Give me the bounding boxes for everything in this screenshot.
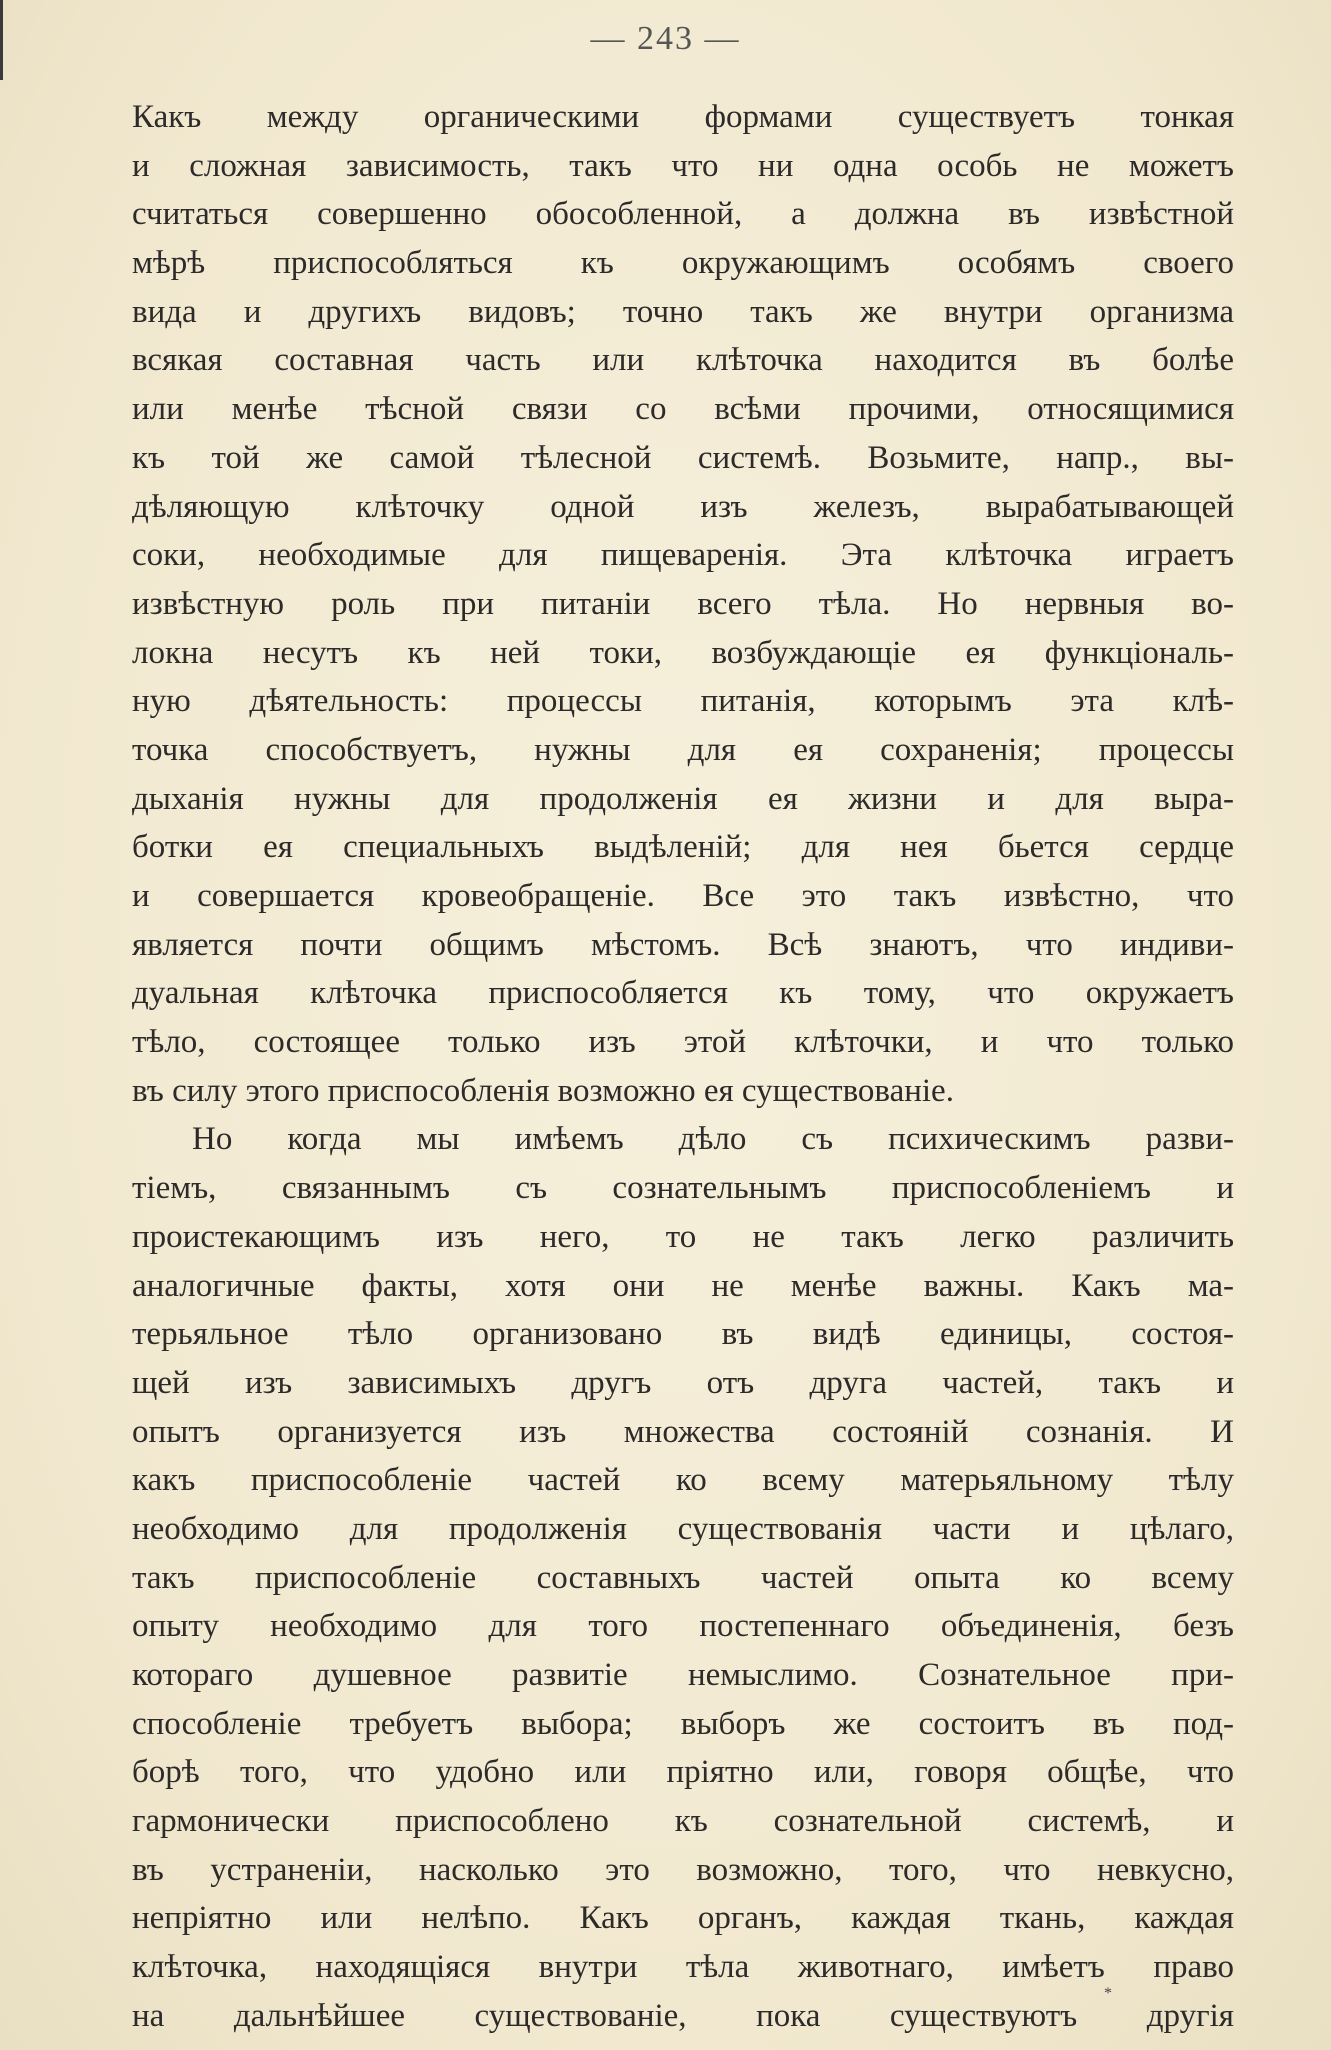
text-line: точка способствуетъ, нужны для ея сохраненія; процессы <box>132 731 1234 768</box>
text-line: всякая составная часть или клѣточка находится въ болѣе <box>132 342 1234 379</box>
text-line: непріятно или нелѣпо. Какъ органъ, каждая ткань, каждая <box>132 1900 1234 1937</box>
text-line: вида и другихъ видовъ; точно такъ же внутри организма <box>132 293 1234 330</box>
text-line: или менѣе тѣсной связи со всѣми прочими, относящимися <box>132 391 1234 428</box>
text-line: щей изъ зависимыхъ другъ отъ друга частей, такъ и <box>132 1364 1234 1401</box>
text-line: такъ приспособленіе составныхъ частей опыта ко всему <box>132 1559 1234 1596</box>
text-line: необходимо для продолженія существованія части и цѣлаго, <box>132 1510 1234 1547</box>
text-line: ботки ея специальныхъ выдѣленій; для нея бьется сердце <box>132 829 1234 866</box>
text-line: тѣло, состоящее только изъ этой клѣточки, и что только <box>132 1024 1234 1061</box>
text-line: какъ приспособленіе частей ко всему матерьяльному тѣлу <box>132 1462 1234 1499</box>
text-line: опытъ организуется изъ множества состояній сознанія. И <box>132 1413 1234 1450</box>
text-line: въ устраненіи, насколько это возможно, того, что невкусно, <box>132 1851 1234 1888</box>
text-line: опыту необходимо для того постепеннаго объединенія, безъ <box>132 1608 1234 1645</box>
page-number: — 243 — <box>590 20 741 57</box>
text-line: дуальная клѣточка приспособляется къ тому, что окружаетъ <box>132 975 1234 1012</box>
text-line: Какъ между органическими формами существуетъ тонкая <box>132 99 1234 135</box>
text-line: терьяльное тѣло организовано въ видѣ единицы, состоя- <box>132 1316 1234 1353</box>
text-line: извѣстную роль при питаніи всего тѣла. Но нервныя во- <box>132 585 1234 622</box>
text-line: въ силу этого приспособленія возможно ея существованіе. <box>132 1072 954 1109</box>
text-line: проистекающимъ изъ него, то не такъ легко различить <box>132 1218 1234 1255</box>
text-line: борѣ того, что удобно или пріятно или, говоря общѣе, что <box>132 1754 1234 1791</box>
text-line: котораго душевное развитіе немыслимо. Сознательное при- <box>132 1657 1234 1693</box>
text-line: и сложная зависимость, такъ что ни одна особь не можетъ <box>132 147 1234 184</box>
text-line: ную дѣятельность: процессы питанія, которымъ эта клѣ- <box>132 683 1234 720</box>
text-line: локна несутъ къ ней токи, возбуждающіе ея функціональ- <box>132 634 1234 671</box>
text-line: тіемъ, связаннымъ съ сознательнымъ приспособленіемъ и <box>132 1170 1234 1207</box>
text-line: и совершается кровеобращеніе. Все это такъ извѣстно, что <box>132 878 1234 914</box>
text-line: аналогичные факты, хотя они не менѣе важны. Какъ ма- <box>132 1267 1234 1304</box>
text-line: способленіе требуетъ выбора; выборъ же состоитъ въ под- <box>132 1705 1234 1742</box>
text-line: на дальнѣйшее существованіе, пока существуютъ другія <box>132 1997 1234 2034</box>
text-line: дѣляющую клѣточку одной изъ железъ, вырабатывающей <box>132 488 1234 525</box>
text-line: къ той же самой тѣлесной системѣ. Возьмите, напр., вы- <box>132 439 1234 476</box>
text-line: соки, необходимые для пищеваренія. Эта клѣточка играетъ <box>132 537 1234 574</box>
text-line: мѣрѣ приспособляться къ окружающимъ особямъ своего <box>132 245 1234 282</box>
footer-mark: * <box>1104 1985 1112 2002</box>
text-line: клѣточка, находящіяся внутри тѣла животнаго, имѣетъ право <box>132 1949 1234 1986</box>
text-line: считаться совершенно обособленной, а должна въ извѣстной <box>132 196 1234 233</box>
text-line: гармонически приспособлено къ сознательной системѣ, и <box>132 1803 1234 1840</box>
text-line: дыханія нужны для продолженія ея жизни и для выра- <box>132 780 1234 817</box>
text-line: Но когда мы имѣемъ дѣло съ психическимъ разви- <box>192 1121 1234 1158</box>
text-line: является почти общимъ мѣстомъ. Всѣ знаютъ, что индиви- <box>132 926 1234 963</box>
body-text <box>132 93 1234 2041</box>
